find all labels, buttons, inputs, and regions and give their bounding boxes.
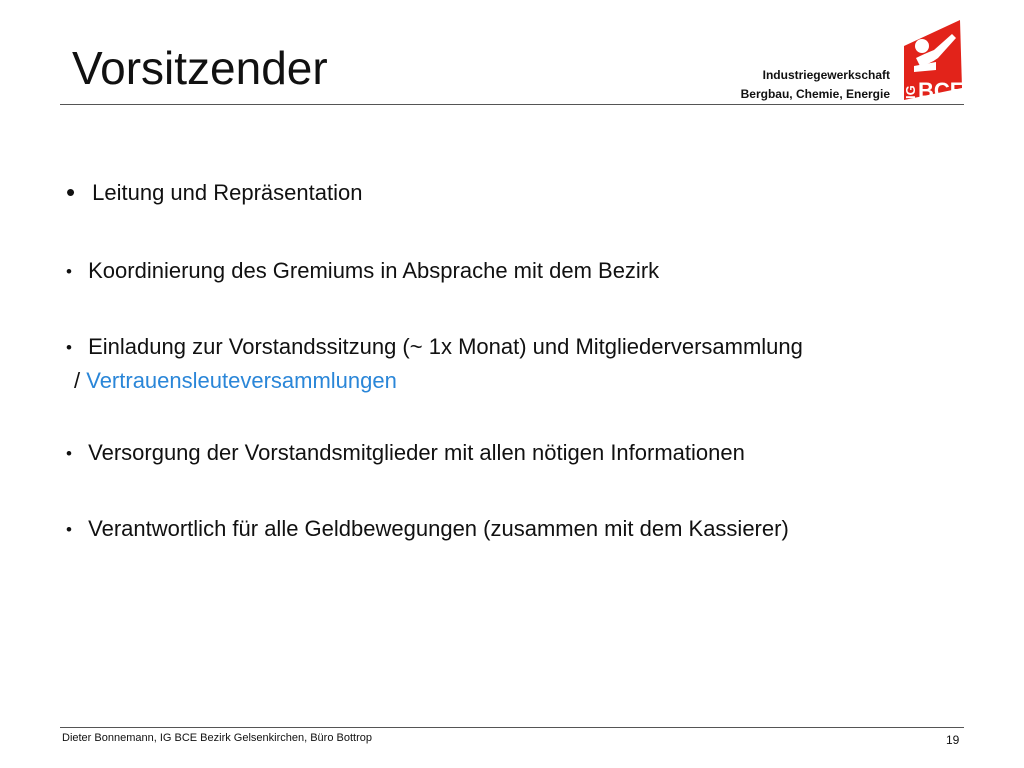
page-number: 19 <box>946 733 960 747</box>
logo-bce-text: BCE <box>918 78 965 102</box>
organization-name <box>741 66 890 104</box>
organization-name-line2: Bergbau, Chemie, Energie <box>740 87 890 101</box>
bullet-symbol: • <box>66 444 72 463</box>
bullet-text: Verantwortlich für alle Geldbewegungen (zusammen mit dem Kassierer) <box>88 516 789 541</box>
bullet-item <box>66 436 745 470</box>
bullet-symbol: • <box>66 262 72 281</box>
bullet-symbol: • <box>66 177 76 207</box>
bullet-symbol: • <box>66 520 72 539</box>
bullet-text: Koordinierung des Gremiums in Absprache mit dem Bezirk <box>88 258 660 283</box>
bullet-text: Einladung zur Vorstandssitzung (~ 1x Monat) und Mitgliederversammlung <box>88 334 803 359</box>
organization-name-line1: Industriegewerkschaft <box>762 68 890 82</box>
bullet-highlight-text: Vertrauensleuteversammlungen <box>86 368 397 393</box>
ig-bce-logo <box>900 16 966 102</box>
bullet-text: Leitung und Repräsentation <box>92 180 363 205</box>
bullet-symbol: • <box>66 338 72 357</box>
bullet-continuation-prefix: / <box>74 368 87 393</box>
logo-ig-text: IG <box>903 85 918 99</box>
bullet-continuation <box>66 364 803 397</box>
header-divider <box>60 104 964 105</box>
bullet-item <box>66 512 789 546</box>
bullet-item <box>66 176 362 209</box>
footer-divider <box>60 727 964 728</box>
footer-author: Dieter Bonnemann, IG BCE Bezirk Gelsenkirchen, Büro Bottrop <box>62 732 372 744</box>
bullet-text: Versorgung der Vorstandsmitglieder mit allen nötigen Informationen <box>88 440 745 465</box>
bullet-item <box>66 254 659 288</box>
slide-title: Vorsitzender <box>72 42 328 94</box>
bullet-item <box>66 330 803 397</box>
